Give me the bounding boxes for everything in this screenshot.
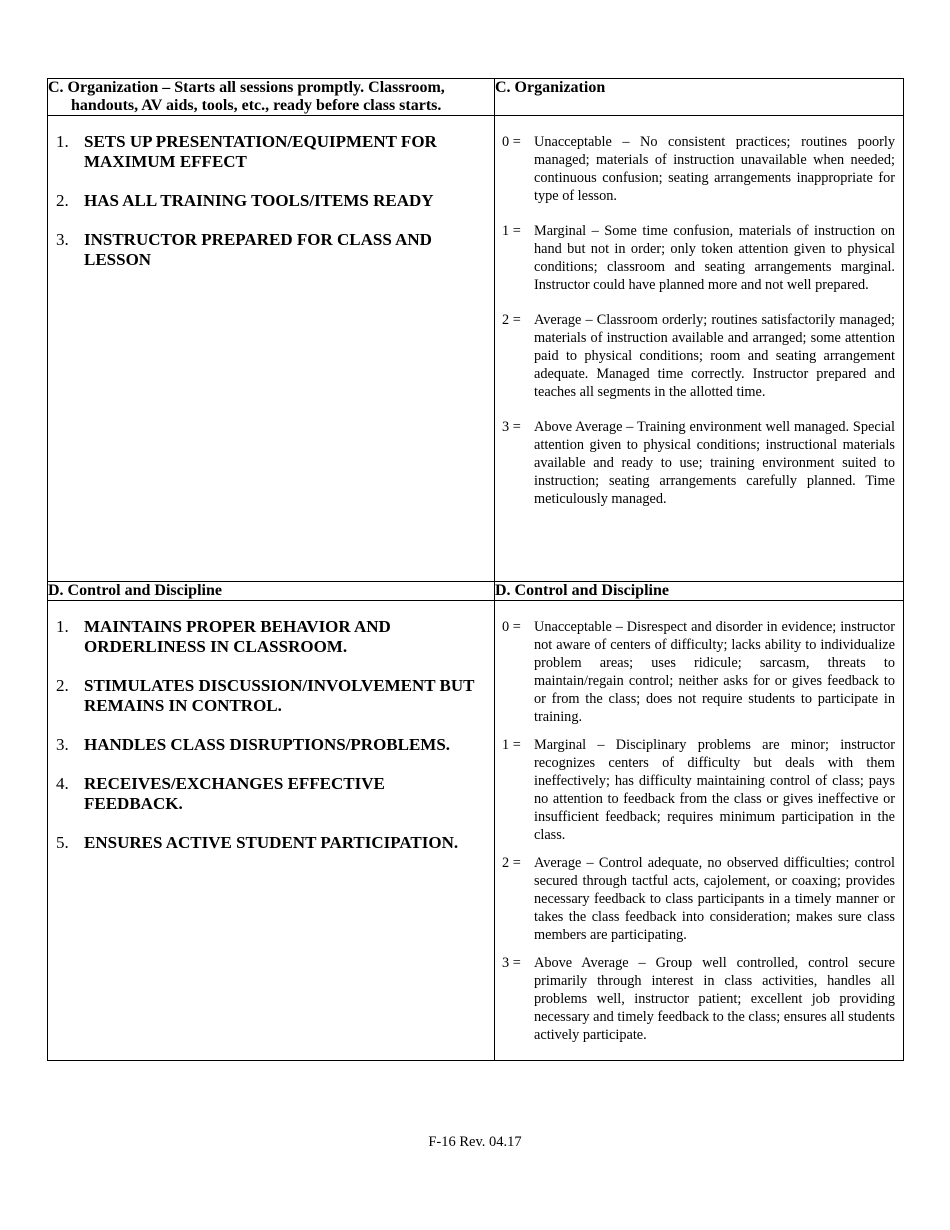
item-text: ENSURES ACTIVE STUDENT PARTICIPATION. (84, 833, 459, 852)
rating-code: 2 = (502, 855, 521, 871)
rating-code: 3 = (502, 419, 521, 435)
section-d-header-row (48, 582, 904, 601)
section-c-left-header (48, 79, 495, 116)
list-item (56, 617, 486, 657)
item-number: 4. (56, 774, 69, 793)
rating-description: Marginal – Disciplinary problems are minor; instructor recognizes centers of difficulty but deals with them ineffectively; has difficulty maintaining control of class; pays no attention to feedback from the class or gives ineffective or insufficient feedback; requires minimum participation in the class. (534, 737, 895, 843)
section-d-ratings-cell (495, 601, 904, 1061)
rating-description: Unacceptable – No consistent practices; routines poorly managed; materials of instruction unavailable when needed; continuous confusion; seating arrangements inappropriate for type of lesson. (534, 134, 895, 204)
section-d-item-list (48, 601, 494, 853)
section-c-ratings-cell (495, 116, 904, 582)
item-text: HAS ALL TRAINING TOOLS/ITEMS READY (84, 191, 434, 210)
item-text: SETS UP PRESENTATION/EQUIPMENT FOR MAXIMUM EFFECT (84, 132, 437, 171)
item-text: STIMULATES DISCUSSION/INVOLVEMENT BUT REMAINS IN CONTROL. (84, 676, 475, 715)
section-c-right-header: C. Organization (495, 79, 904, 116)
item-number: 5. (56, 833, 69, 852)
rating-item (502, 418, 895, 508)
rating-code: 2 = (502, 312, 521, 328)
item-number: 3. (56, 230, 69, 249)
section-c-body-row (48, 116, 904, 582)
list-item (56, 735, 486, 755)
section-c-rating-list (495, 116, 903, 508)
section-c-item-list (48, 116, 494, 270)
rating-item (502, 954, 895, 1044)
rating-item (502, 133, 895, 205)
rating-description: Marginal – Some time confusion, materials of instruction on hand but not in order; only token attention given to physical conditions; classroom and seating arrangements marginal. Instructor could have planned more and not well prepared. (534, 223, 895, 293)
section-c-header-line1: C. Organization – Starts all sessions promptly. Classroom, (48, 79, 445, 96)
rating-code: 1 = (502, 737, 521, 753)
list-item (56, 676, 486, 716)
list-item (56, 132, 486, 172)
item-text: HANDLES CLASS DISRUPTIONS/PROBLEMS. (84, 735, 451, 754)
rating-item (502, 311, 895, 401)
item-number: 2. (56, 676, 69, 695)
section-d-items-cell (48, 601, 495, 1061)
item-text: MAINTAINS PROPER BEHAVIOR AND ORDERLINESS IN CLASSROOM. (84, 617, 391, 656)
item-number: 3. (56, 735, 69, 754)
rating-description: Average – Control adequate, no observed difficulties; control secured through tactful acts, cajolement, or coaxing; provides necessary feedback to class participants in a timely manner or takes the class feedback into consideration; makes sure class members are participating. (534, 855, 895, 943)
section-d-body-row (48, 601, 904, 1061)
rating-description: Average – Classroom orderly; routines satisfactorily managed; materials of instruction available and arranged; some attention paid to physical conditions; room and seating arrangement adequate. Managed time correctly. Instructor prepared and teaches all segments in the allotted time. (534, 312, 895, 400)
rating-item (502, 736, 895, 844)
list-item (56, 833, 486, 853)
rating-item (502, 854, 895, 944)
item-number: 2. (56, 191, 69, 210)
section-c-items-cell (48, 116, 495, 582)
form-revision-footer: F-16 Rev. 04.17 (428, 1134, 522, 1150)
section-c-header-line2: handouts, AV aids, tools, etc., ready before class starts. (71, 97, 442, 114)
section-d-left-header: D. Control and Discipline (48, 582, 495, 601)
rating-description: Unacceptable – Disrespect and disorder in evidence; instructor not aware of centers of difficulty; lacks ability to individualize problem areas; uses ridicule; sarcasm, threats to maintain/regain control; neither asks for or gives feedback to or from the class; does not require students to participate in training. (534, 619, 895, 725)
rating-code: 1 = (502, 223, 521, 239)
item-number: 1. (56, 617, 69, 636)
rating-code: 0 = (502, 134, 521, 150)
list-item (56, 191, 486, 211)
item-text: INSTRUCTOR PREPARED FOR CLASS AND LESSON (84, 230, 432, 269)
section-d-rating-list (495, 601, 903, 1044)
rating-code: 0 = (502, 619, 521, 635)
rating-description: Above Average – Training environment well managed. Special attention given to physical conditions; instructional materials available and ready to use; training environment suited to instruction; seating arrangements carefully planned. Time meticulously managed. (534, 419, 895, 507)
section-d-right-header: D. Control and Discipline (495, 582, 904, 601)
item-number: 1. (56, 132, 69, 151)
list-item (56, 774, 486, 814)
evaluation-form-table (47, 78, 904, 1061)
rating-description: Above Average – Group well controlled, control secure primarily through interest in class activities, handles all problems well, instructor patient; excellent job providing necessary and timely feedback to the class; ensures all students actively participate. (534, 955, 895, 1043)
rating-item (502, 222, 895, 294)
item-text: RECEIVES/EXCHANGES EFFECTIVE FEEDBACK. (84, 774, 385, 813)
rating-code: 3 = (502, 955, 521, 971)
rating-item (502, 618, 895, 726)
list-item (56, 230, 486, 270)
section-c-header-row (48, 79, 904, 116)
